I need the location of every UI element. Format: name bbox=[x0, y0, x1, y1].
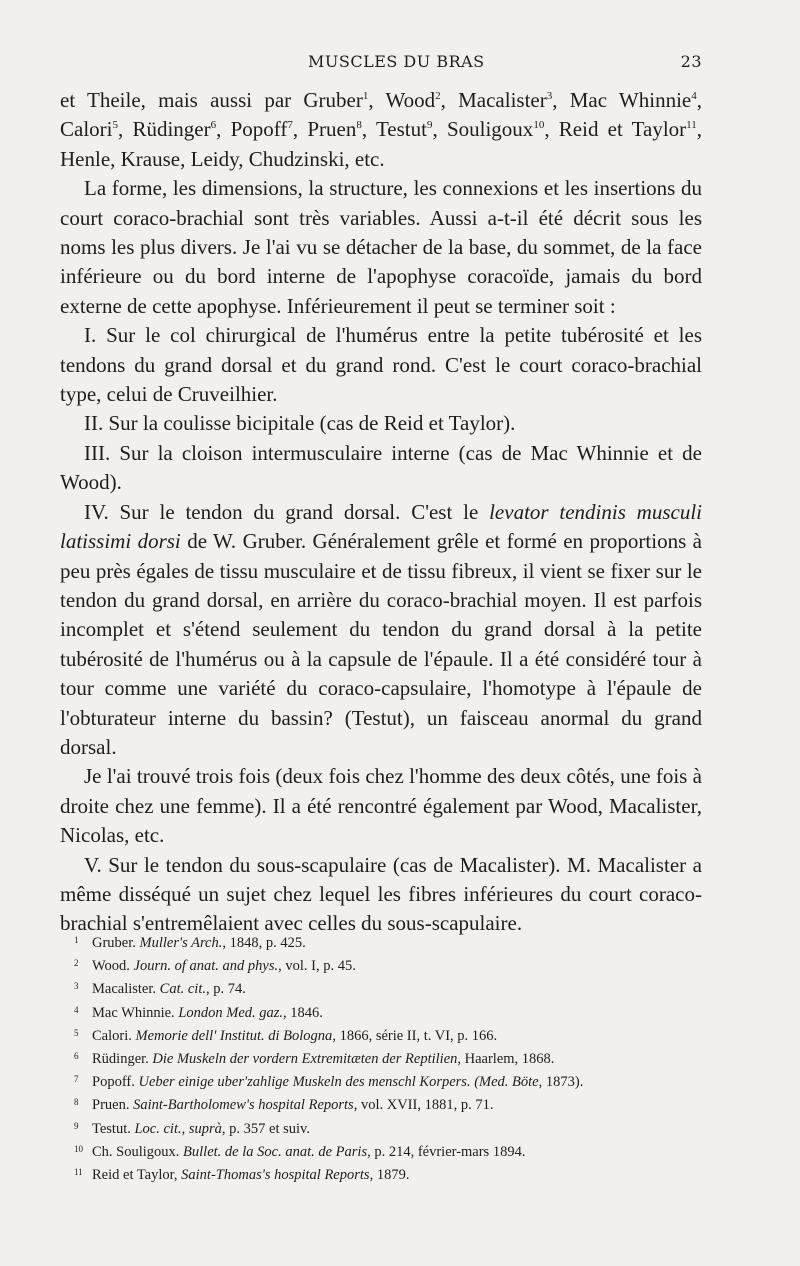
running-title: MUSCLES DU BRAS bbox=[308, 52, 485, 71]
footnote: 5 Calori. Memorie dell' Institut. di Bologna, 1866, série II, t. VI, p. 166. bbox=[74, 1027, 498, 1044]
footnote: 8 Pruen. Saint-Bartholomew's hospital Reports, vol. XVII, 1881, p. 71. bbox=[74, 1097, 494, 1114]
footnote: 1 Gruber. Muller's Arch., 1848, p. 425. bbox=[74, 935, 306, 951]
footnote: 4 Mac Whinnie. London Med. gaz., 1846. bbox=[74, 1004, 323, 1021]
paragraph-case-2: II. Sur la coulisse bicipitale (cas de Reid et Taylor). bbox=[84, 411, 516, 436]
footnotes bbox=[74, 930, 714, 1185]
paragraph-case-5: V. Sur le tendon du sous-scapulaire (cas de Macalister). M. Macalister a même disséqué un sujet chez lequel les fibres inférieures du court coraco-brachial s'entremêlaient avec celles du sous-scapulaire. bbox=[60, 852, 702, 936]
paragraph-observations: Je l'ai trouvé trois fois (deux fois chez l'homme des deux côtés, une fois à droite chez une femme). Il a été rencontré également par Wood, Macalister, Nicolas, etc. bbox=[60, 764, 702, 848]
footnote: 10 Ch. Souligoux. Bullet. de la Soc. anat. de Paris, p. 214, février-mars 1894. bbox=[74, 1143, 526, 1160]
footnote: 11 Reid et Taylor, Saint-Thomas's hospital Reports, 1879. bbox=[74, 1167, 410, 1184]
footnote: 7 Popoff. Ueber einige uber'zahlige Muskeln des menschl Korpers. (Med. Böte, 1873). bbox=[74, 1074, 584, 1091]
paragraph-case-1: I. Sur le col chirurgical de l'humérus entre la petite tubérosité et les tendons du grand dorsal et du grand rond. C'est le court coraco-brachial type, celui de Cruveilhier. bbox=[60, 323, 702, 407]
footnote: 3 Macalister. Cat. cit., p. 74. bbox=[74, 981, 246, 998]
page-number: 23 bbox=[680, 52, 702, 71]
paragraph-description: La forme, les dimensions, la structure, les connexions et les insertions du court coraco-brachial sont très variables. Aussi a-t-il été décrit sous les noms les plus divers. Je l'ai vu se détacher de la base, du sommet, de la face inférieure ou du bord interne de l'apophyse coracoïde, jamais du bord externe de cette apophyse. Inférieurement il peut se terminer soit : bbox=[60, 176, 702, 318]
paragraph-case-4: IV. Sur le tendon du grand dorsal. C'est le levator tendinis musculi latissimi dorsi de W. Gruber. Généralement grêle et formé en proportions à peu près égales de tissu musculaire et de tissu fibreux, il vient se fixer sur le tendon du grand dorsal, en arrière du coraco-brachial moyen. Il est parfois incomplet et s'étend seulement du tendon du grand dorsal à la petite tubérosité de l'humérus ou à la capsule de l'épaule. Il a été considéré tour à tour comme une variété du coraco-capsulaire, l'homotype à l'épaule de l'obturateur interne du bassin? (Testut), un faisceau anormal du grand dorsal. bbox=[60, 499, 703, 759]
paragraph-authors: et Theile, mais aussi par Gruber$^1$, Wood$^2$, Macalister$^3$, Mac Whinnie$^4$, Calori$^5$, Rüdinger$^6$, Popoff$^7$, Pruen$^8$, Testut$^9$, Souligoux$^{10}$, Reid et Taylor$^{11}$, Henle, Krause, Leidy, Chudzinski, etc. bbox=[60, 88, 703, 171]
footnote: 6 Rüdinger. Die Muskeln der vordern Extremitæten der Reptilien, Haarlem, 1868. bbox=[74, 1051, 555, 1068]
footnote: 2 Wood. Journ. of anat. and phys., vol. I, p. 45. bbox=[74, 958, 356, 975]
footnote: 9 Testut. Loc. cit., suprà, p. 357 et suiv. bbox=[74, 1120, 310, 1137]
main-text bbox=[60, 86, 702, 939]
paragraph-case-3: III. Sur la cloison intermusculaire interne (cas de Mac Whinnie et de Wood). bbox=[60, 440, 702, 495]
